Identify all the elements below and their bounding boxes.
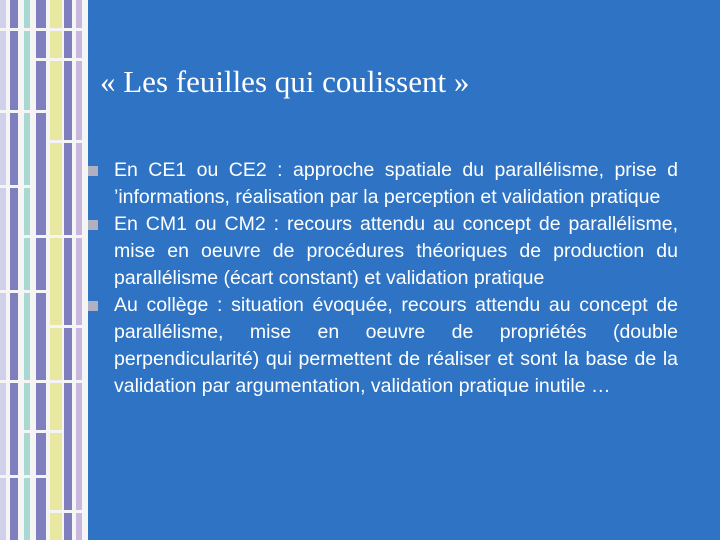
stripe bbox=[0, 28, 88, 31]
stripe bbox=[10, 0, 18, 540]
stripe bbox=[50, 510, 88, 513]
bullet-text: En CM1 ou CM2 : recours attendu au concept de parallélisme, mise en oeuvre de procédures théoriques de production du parallélisme (écart constant) et validation pratique bbox=[114, 213, 678, 289]
stripe bbox=[0, 290, 48, 293]
stripe bbox=[76, 0, 82, 540]
square-bullet-icon bbox=[88, 301, 98, 311]
stripe bbox=[50, 0, 62, 540]
square-bullet-icon bbox=[88, 220, 98, 230]
bullet-list bbox=[86, 157, 678, 400]
square-bullet-icon bbox=[88, 166, 98, 176]
list-item bbox=[86, 157, 678, 211]
bullet-text: En CE1 ou CE2 : approche spatiale du parallélisme, prise d ’informations, réalisation par la perception et validation pratique bbox=[114, 159, 678, 208]
stripe bbox=[24, 0, 30, 540]
decorative-stripes bbox=[0, 0, 88, 540]
stripe bbox=[36, 58, 88, 61]
bullet-text: Au collège : situation évoquée, recours attendu au concept de parallélisme, mise en oeuvre de propriétés (double perpendicularité) qui permettent de réaliser et sont la base de la validation par argumentation, validation pratique inutile … bbox=[114, 294, 678, 397]
stripe bbox=[0, 110, 50, 113]
stripe bbox=[24, 430, 64, 433]
stripe bbox=[24, 235, 88, 238]
stripe bbox=[0, 0, 6, 540]
list-item bbox=[86, 211, 678, 292]
stripe bbox=[36, 0, 46, 540]
slide-title: « Les feuilles qui coulissent » bbox=[100, 64, 470, 99]
stripe bbox=[64, 0, 72, 540]
stripe bbox=[0, 380, 88, 383]
stripe bbox=[0, 185, 36, 188]
list-item bbox=[86, 292, 678, 400]
stripe bbox=[50, 325, 88, 328]
stripe bbox=[0, 475, 50, 478]
stripe bbox=[50, 140, 88, 143]
